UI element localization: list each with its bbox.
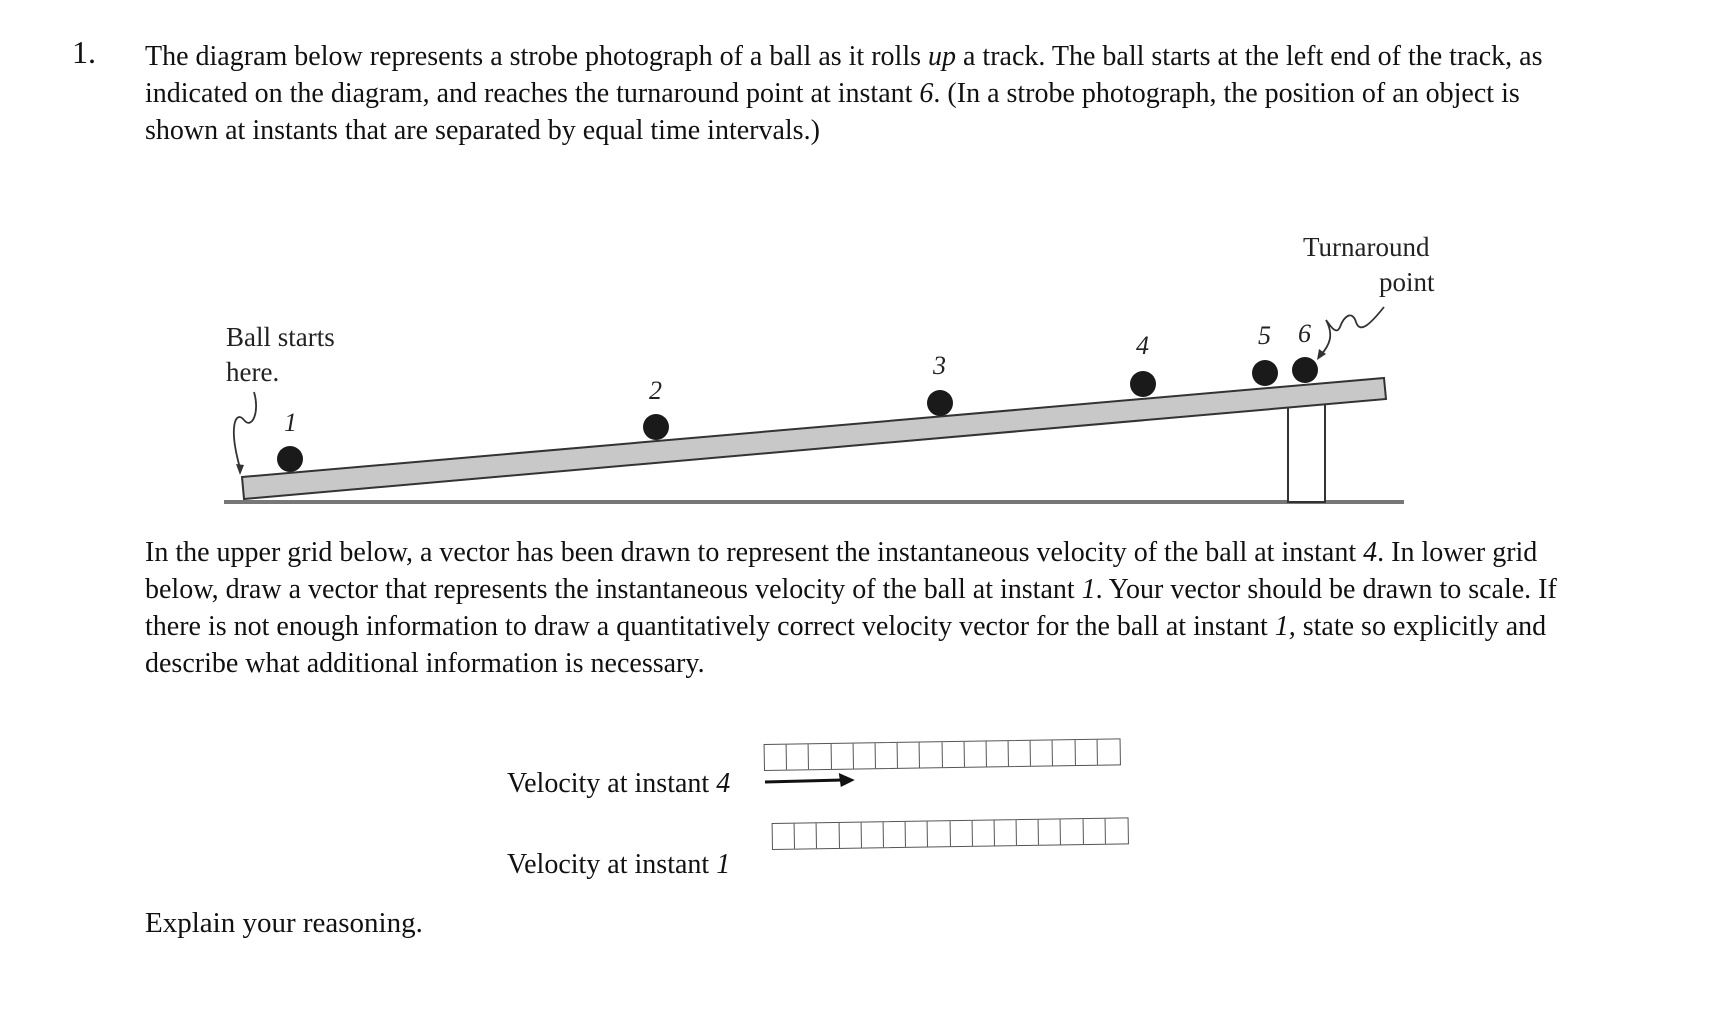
instructions-text (145, 534, 1565, 682)
lower-velocity-grid[interactable] (772, 817, 1129, 850)
turnaround-label-line1: Turnaround (1303, 232, 1430, 262)
ball-instant-1 (277, 446, 303, 472)
ball-starts-label-line2: here. (226, 357, 280, 387)
grid-cell (928, 821, 951, 846)
instant-4-velocity-vector (764, 764, 864, 794)
grid-cell (994, 820, 1017, 845)
inclined-track (242, 378, 1386, 499)
grid-cell (972, 821, 995, 846)
grid-cell (839, 823, 862, 848)
grid-cell (1061, 819, 1084, 844)
instant-label-4: 4 (1136, 331, 1149, 360)
vector-shaft (765, 780, 843, 782)
intro-text-3: . (In a strobe photograph, the position of an object is shown at instants that are separated by equal time intervals.) (145, 78, 1520, 146)
ball-starts-label-line1: Ball starts (226, 322, 335, 352)
lower-grid-label-text: Velocity at instant (507, 849, 717, 880)
grid-cell (1039, 819, 1062, 844)
instructions-instant-1: 1 (1081, 574, 1096, 605)
grid-cell (861, 822, 884, 847)
instructions-text-2: . In lower grid below, draw a vector that represents the instantaneous velocity of the ball at instant (145, 537, 1538, 605)
instructions-instant-4: 4 (1363, 537, 1378, 568)
lower-grid-label (507, 849, 730, 881)
intro-text-1: The diagram below represents a strobe photograph of a ball as it rolls (145, 41, 928, 72)
instant-label-2: 2 (649, 376, 662, 405)
grid-cell (950, 821, 973, 846)
question-number: 1. (72, 34, 96, 70)
grid-cell (884, 822, 907, 847)
ball-instant-3 (927, 390, 953, 416)
instant-label-5: 5 (1258, 321, 1271, 350)
instant-label-1: 1 (284, 408, 297, 437)
grid-cell (920, 742, 943, 767)
upper-grid-instant: 4 (716, 768, 731, 799)
intro-emphasis-up: up (928, 41, 956, 72)
grid-cell (1105, 818, 1128, 843)
grid-cell (942, 742, 965, 767)
instructions-instant-1b: 1, (1274, 611, 1296, 642)
explain-reasoning-prompt: Explain your reasoning. (145, 907, 423, 939)
grid-cell (773, 824, 796, 849)
grid-cell (1031, 740, 1054, 765)
instructions-text-3: . Your vector should be drawn to scale. If there is not enough information to draw a quantitatively correct velocity vector for the ball at instant (145, 574, 1557, 642)
grid-cell (898, 743, 921, 768)
ball-instant-2 (643, 414, 669, 440)
instant-label-6: 6 (1298, 319, 1311, 348)
instant-label-3: 3 (933, 351, 946, 380)
turnaround-label-line2: point (1379, 267, 1435, 297)
lower-grid-instant: 1 (716, 849, 731, 880)
grid-cell (1017, 820, 1040, 845)
grid-cell (795, 823, 818, 848)
grid-cell (876, 743, 899, 768)
grid-cell (1075, 740, 1098, 765)
intro-instant-6: 6 (919, 78, 934, 109)
grid-cell (906, 822, 929, 847)
grid-cell (986, 741, 1009, 766)
start-pointer-arrowhead (236, 464, 244, 475)
grid-cell (1083, 819, 1106, 844)
vector-arrowhead (839, 773, 855, 787)
track-support (1288, 403, 1325, 502)
instructions-text-4: state so explicitly and describe what additional information is necessary. (145, 611, 1547, 679)
grid-cell (1097, 739, 1120, 764)
ball-instant-5 (1252, 360, 1278, 386)
upper-grid-label (507, 768, 730, 800)
upper-grid-label-text: Velocity at instant (507, 768, 717, 799)
grid-cell (1053, 740, 1076, 765)
grid-cell (817, 823, 840, 848)
grid-cell (964, 742, 987, 767)
grid-cell (1009, 741, 1032, 766)
start-pointer-arrow (234, 392, 256, 468)
ball-instant-4 (1130, 371, 1156, 397)
intro-text-2: a track. The ball starts at the left end of the track, as indicated on the diagram, and reaches the turnaround point at instant (145, 41, 1543, 109)
instructions-text-1: In the upper grid below, a vector has been drawn to represent the instantaneous velocity of the ball at instant (145, 537, 1364, 568)
ball-instant-6 (1292, 357, 1318, 383)
turnaround-pointer-arrow (1320, 307, 1384, 356)
